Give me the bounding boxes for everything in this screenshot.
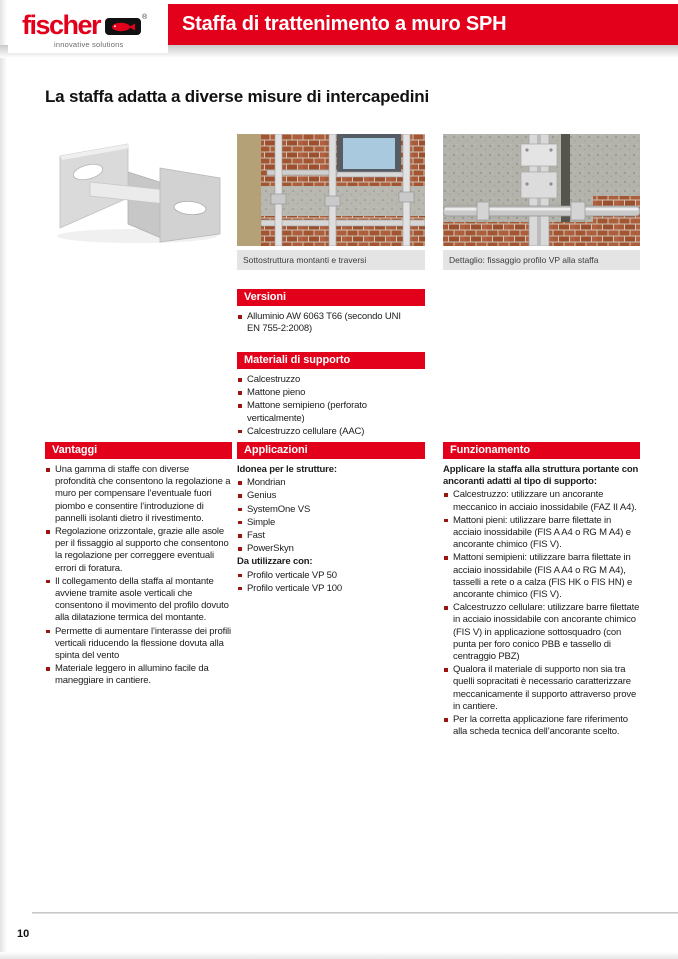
list-item: Mattoni semipieni: utilizzare barra filettate in acciaio inossidabile (FIS A A4 o RG M A4), tasselli a rete o a calza (FIS HK o FIS HN) e ancorante chimico (FIS V). [443, 552, 640, 601]
page-edge-shadow-left [0, 0, 7, 959]
list-item: Mattone semipieno (perforato verticalmente) [237, 400, 415, 424]
detail-fixing-illustration [443, 134, 640, 246]
brand-tagline: innovative solutions [54, 40, 124, 49]
photo-caption: Sottostruttura montanti e traversi [237, 250, 425, 270]
section-header-applicazioni: Applicazioni [237, 442, 425, 459]
applicazioni-list [237, 464, 425, 596]
registered-mark: ® [142, 14, 148, 21]
photo-detail-fixing [443, 134, 640, 246]
substructure-illustration [237, 134, 425, 246]
list-item: Profilo verticale VP 50 [237, 570, 425, 582]
section-main-title: La staffa adatta a diverse misure di intercapedini [45, 87, 429, 106]
list-item: Simple [237, 517, 425, 529]
section-header-materiali: Materiali di supporto [237, 352, 425, 369]
fischer-fish-icon [105, 18, 141, 35]
list-item: PowerSkyn [237, 543, 425, 555]
footer-divider [32, 912, 678, 914]
list-item: Per la corretta applicazione fare riferimento alla scheda tecnica dell’ancorante scelto. [443, 714, 640, 738]
list-item: Regolazione orizzontale, grazie alle asole per il fissaggio al supporto che consentono la regolazione per correggere eventuali errori di foratura. [45, 526, 232, 575]
page-title: Staffa di trattenimento a muro SPH [182, 13, 507, 35]
applicazioni-group-label: Da utilizzare con: [237, 556, 313, 568]
photo-substructure [237, 134, 425, 246]
list-item: Mattone pieno [237, 387, 415, 399]
brand-logo [8, 0, 168, 53]
page-edge-shadow-bottom [0, 952, 678, 959]
funzionamento-list [443, 464, 640, 739]
versioni-list [237, 311, 415, 336]
funzionamento-intro: Applicare la staffa alla struttura portante con ancoranti adatti al tipo di supporto: [443, 464, 639, 488]
photo-caption: Dettaglio: fissaggio profilo VP alla staffa [443, 250, 640, 270]
list-item: Alluminio AW 6063 T66 (secondo UNI EN 755-2:2008) [237, 311, 415, 335]
list-item: Calcestruzzo cellulare: utilizzare barre filettate in acciaio inossidabile con ancorante chimico (FIS V) in applicazione sottosquadro (con punta per foro conico PBB e tassello di centraggio PBZ) [443, 602, 640, 663]
list-item: SystemOne VS [237, 504, 425, 516]
list-item: Profilo verticale VP 100 [237, 583, 425, 595]
list-item: Qualora il materiale di supporto non sia tra quelli sopracitati è necessario caratterizzare meccanicamente il supporto attraverso prove in cantiere. [443, 664, 640, 713]
list-item: Fast [237, 530, 425, 542]
list-item: Una gamma di staffe con diverse profondità che consentono la regolazione a muro per compensare l’eventuale fuori piombo e consentire l’introduzione di pannelli isolanti dietro il rivestimento. [45, 464, 232, 525]
product-photo-bracket [32, 134, 232, 246]
materiali-list [237, 374, 415, 439]
list-item: Il collegamento della staffa al montante avviene tramite asole verticali che consentono il movimento del profilo dovuto alla dilatazione termica del montante. [45, 576, 232, 625]
list-item: Materiale leggero in allumino facile da maneggiare in cantiere. [45, 663, 232, 687]
brand-logo-text: fischer [22, 10, 101, 40]
section-header-funzionamento: Funzionamento [443, 442, 640, 459]
list-item: Mondrian [237, 477, 425, 489]
list-item: Mattoni pieni: utilizzare barre filettate in acciaio inossidabile (FIS A A4 o RG M A4) e ancorante chimico (FIS V). [443, 515, 640, 552]
vantaggi-list [45, 464, 232, 689]
list-item: Calcestruzzo [237, 374, 415, 386]
list-item: Calcestruzzo: utilizzare un ancorante meccanico in acciaio inossidabile (FAZ II A4). [443, 489, 640, 513]
bracket-illustration [32, 134, 232, 246]
list-item: Permette di aumentare l’interasse dei profili verticali riducendo la flessione dovuta alla spinta del vento [45, 626, 232, 663]
list-item: Calcestruzzo cellulare (AAC) [237, 426, 415, 438]
page-number: 10 [17, 928, 30, 940]
list-item: Genius [237, 490, 425, 502]
applicazioni-group-label: Idonea per le strutture: [237, 464, 337, 475]
section-header-versioni: Versioni [237, 289, 425, 306]
section-header-vantaggi: Vantaggi [45, 442, 232, 459]
